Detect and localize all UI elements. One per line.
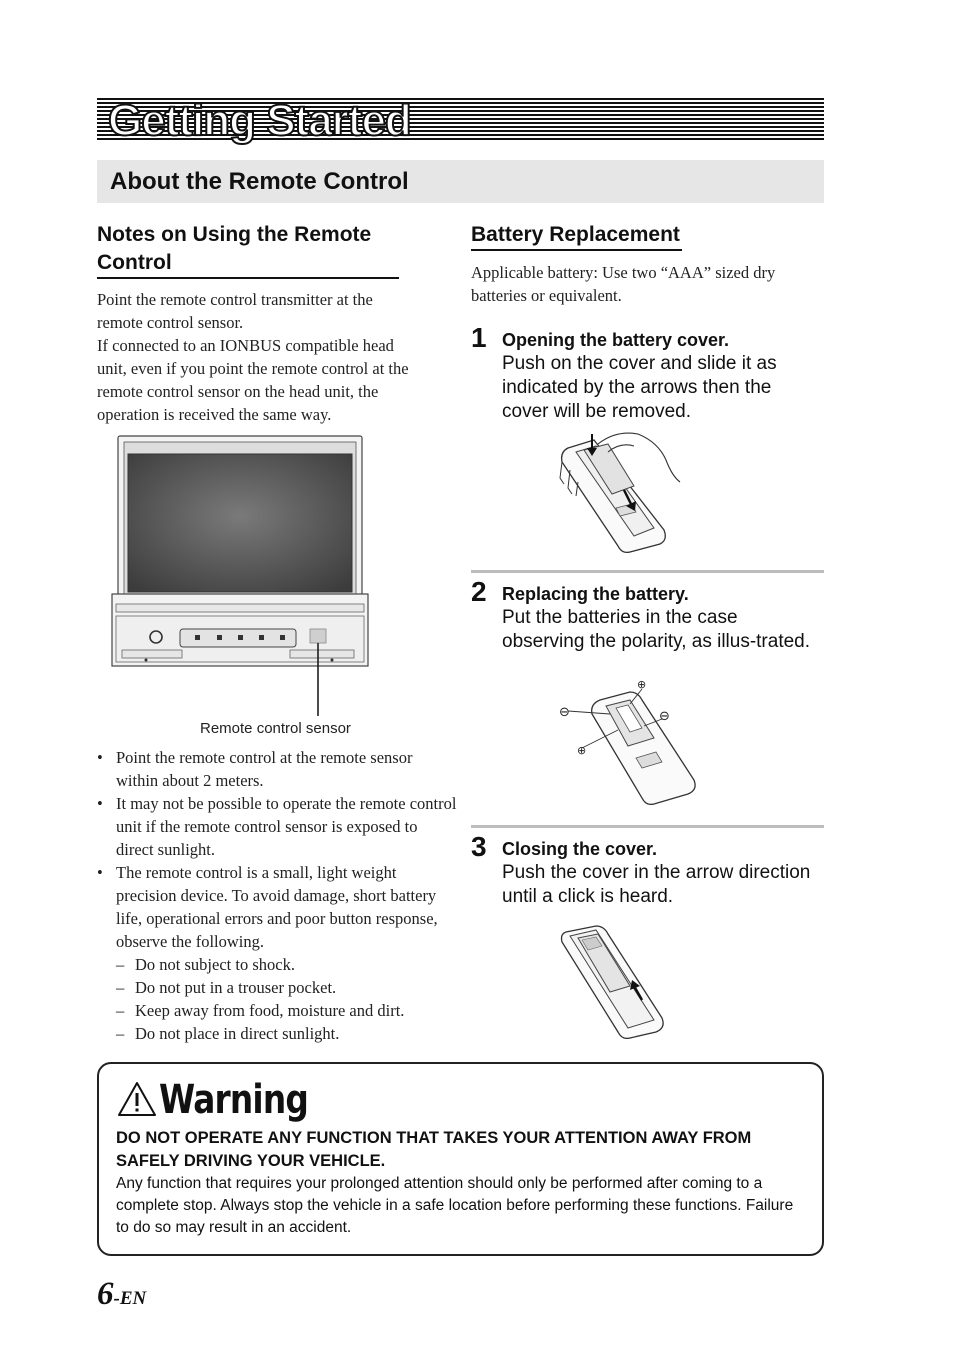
dash-icon: – (116, 978, 125, 997)
step-1 (502, 328, 818, 424)
sub-item-text: Do not subject to shock. (135, 955, 295, 974)
page-number-value: 6 (97, 1276, 114, 1312)
head-unit-illustration (110, 432, 372, 742)
battery-heading: Battery Replacement (471, 221, 682, 251)
sensor-caption: Remote control sensor (200, 720, 351, 737)
step-1-number: 1 (471, 322, 487, 353)
step-divider (471, 570, 824, 573)
sub-list (116, 953, 457, 1045)
notes-intro-line: remote control sensor on the head unit, the (97, 382, 379, 401)
remote-battery-polarity-illustration (558, 676, 703, 811)
notes-intro-line: If connected to an IONBUS compatible head (97, 336, 394, 355)
dash-icon: – (116, 1024, 125, 1043)
warning-heading: DO NOT OPERATE ANY FUNCTION THAT TAKES YOUR ATTENTION AWAY FROM SAFELY DRIVING YOUR VEHICLE. (116, 1129, 752, 1170)
warning-triangle-icon (117, 1081, 157, 1117)
step-1-title: Opening the battery cover. (502, 330, 730, 350)
bullet-item (97, 861, 457, 1045)
sub-item (116, 1022, 457, 1045)
dash-icon: – (116, 1001, 125, 1020)
notes-bullet-list (97, 746, 457, 1045)
sub-item-text: Do not place in direct sunlight. (135, 1024, 340, 1043)
bullet-item (97, 746, 457, 792)
bullet-icon: • (97, 863, 103, 882)
notes-intro-line: remote control sensor. (97, 313, 244, 332)
remote-open-cover-illustration (556, 430, 686, 555)
sub-item-text: Do not put in a trouser pocket. (135, 978, 337, 997)
minus-icon: ⊖ (559, 705, 570, 720)
notes-intro (97, 288, 447, 426)
notes-heading: Notes on Using the Remote Control (97, 221, 399, 279)
minus-icon: ⊖ (659, 709, 670, 724)
bullet-text: Point the remote control at the remote sensor within about 2 meters. (116, 748, 413, 790)
step-divider (471, 825, 824, 828)
step-3-number: 3 (471, 831, 487, 862)
step-2-number: 2 (471, 576, 487, 607)
plus-icon: ⊕ (577, 744, 587, 757)
step-2 (502, 582, 818, 654)
bullet-text: It may not be possible to operate the remote control unit if the remote control sensor is exposed to direct sunlight. (116, 794, 457, 859)
bullet-icon: • (97, 748, 103, 767)
notes-intro-line: unit, even if you point the remote control at the (97, 359, 409, 378)
step-3 (502, 837, 818, 909)
notes-intro-line: Point the remote control transmitter at the (97, 290, 373, 309)
sub-item-text: Keep away from food, moisture and dirt. (135, 1001, 405, 1020)
plus-icon: ⊕ (637, 678, 647, 691)
step-2-title: Replacing the battery. (502, 584, 689, 604)
bullet-icon: • (97, 794, 103, 813)
battery-intro: Applicable battery: Use two “AAA” sized dry batteries or equivalent. (471, 263, 776, 305)
step-2-text: Put the batteries in the case observing the polarity, as illus-trated. (502, 607, 811, 652)
notes-intro-line: operation is received the same way. (97, 405, 332, 424)
sub-item (116, 999, 457, 1022)
warning-title: Warning (159, 1077, 309, 1123)
remote-close-cover-illustration (556, 924, 686, 1039)
sub-item (116, 953, 457, 976)
bullet-item (97, 792, 457, 861)
page-number-suffix: -EN (113, 1288, 147, 1309)
step-3-title: Closing the cover. (502, 839, 658, 859)
page-number (97, 1276, 146, 1318)
section-title: Getting Started (108, 96, 411, 145)
bullet-text: The remote control is a small, light weight precision device. To avoid damage, short battery life, operational errors and poor button response, observe the following. (116, 863, 438, 951)
sub-item (116, 976, 457, 999)
warning-body: Any function that requires your prolonged attention should only be performed after coming to a complete stop. Always stop the vehicle in a safe location before performing these functions. Failure to do so may result in an accident. (116, 1175, 794, 1236)
dash-icon: – (116, 955, 125, 974)
subsection-title: About the Remote Control (110, 168, 409, 195)
step-1-text: Push on the cover and slide it as indicated by the arrows then the cover will be removed. (502, 353, 777, 422)
step-3-text: Push the cover in the arrow direction until a click is heard. (502, 862, 811, 907)
